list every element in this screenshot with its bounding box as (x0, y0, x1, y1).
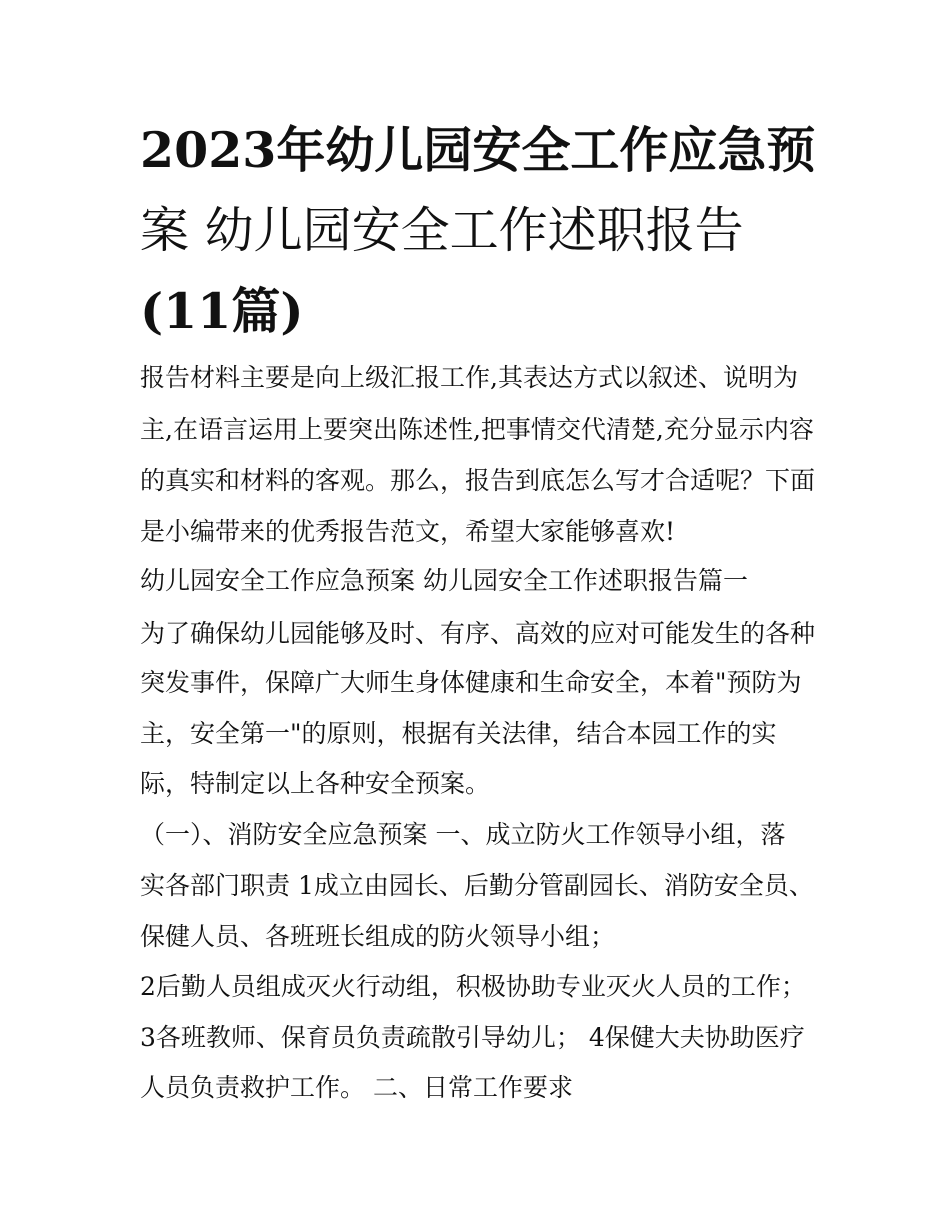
intro-line-4: 是小编带来的优秀报告范文，希望大家能够喜欢! (140, 517, 676, 546)
fire-plan-line-2: 实各部门职责 1成立由园长、后勤分管副园长、消防安全员、 (140, 871, 814, 900)
intro-line-1: 报告材料主要是向上级汇报工作,其表达方式以叙述、说明为 (140, 363, 798, 392)
paragraph-line-3: 主，安全第一"的原则，根据有关法律，结合本园工作的实 (140, 719, 777, 748)
paragraph-line-2: 突发事件，保障广大师生身体健康和生命安全，本着"预防为 (140, 668, 802, 697)
title-line-3: (11篇) (140, 282, 304, 340)
document-title (140, 110, 830, 352)
fire-plan-line-6: 人员负责救护工作。 二、日常工作要求 (140, 1073, 573, 1102)
fire-plan-line-4: 2后勤人员组成灭火行动组，积极协助专业灭火人员的工作； (140, 972, 806, 1001)
intro-line-2: 主,在语言运用上要突出陈述性,把事情交代清楚,充分显示内容 (140, 415, 814, 444)
title-line-1: 2023年幼儿园安全工作应急预 (140, 121, 816, 179)
paragraph-line-1: 为了确保幼儿园能够及时、有序、高效的应对可能发生的各种 (140, 619, 816, 648)
intro-line-3: 的真实和材料的客观。那么，报告到底怎么写才合适呢？下面 (140, 466, 816, 495)
fire-plan-line-5: 3各班教师、保育员负责疏散引导幼儿； 4保健大夫协助医疗 (140, 1023, 805, 1052)
fire-plan-line-3: 保健人员、各班班长组成的防火领导小组； (140, 922, 616, 951)
fire-plan-line-1: （一）、消防安全应急预案 一、成立防火工作领导小组，落 (140, 820, 786, 849)
section-heading: 幼儿园安全工作应急预案 幼儿园安全工作述职报告篇一 (140, 566, 748, 595)
paragraph-line-4: 际，特制定以上各种安全预案。 (140, 769, 491, 798)
title-line-2: 案 幼儿园安全工作述职报告 (140, 202, 744, 259)
